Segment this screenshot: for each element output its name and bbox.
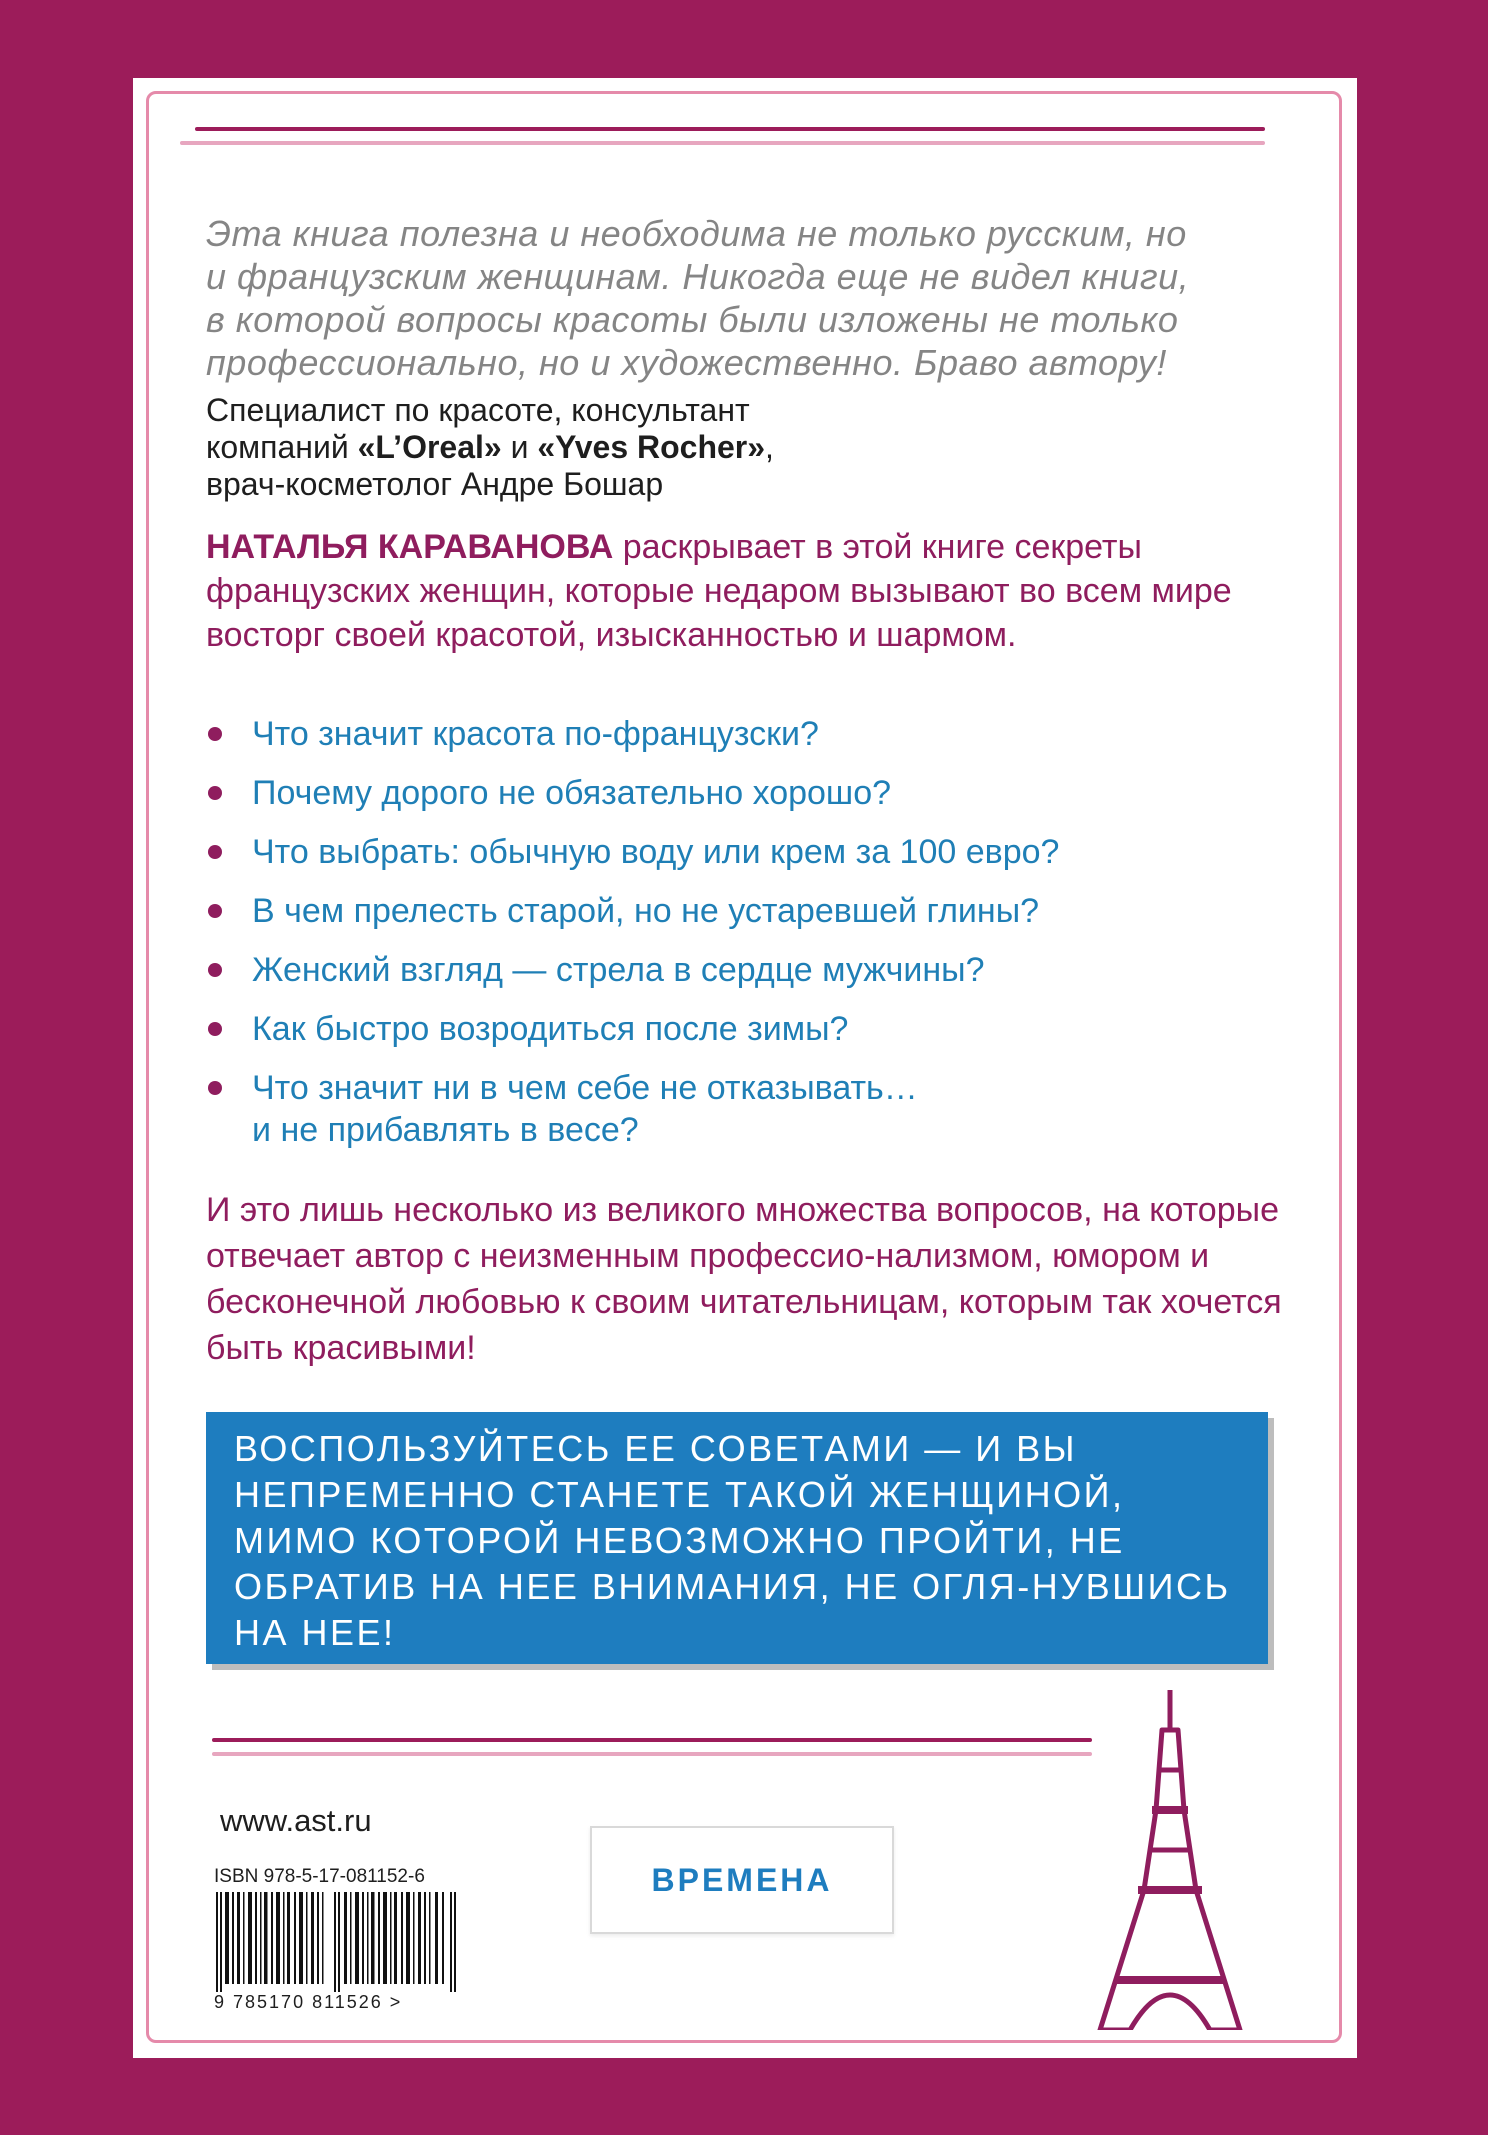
- attribution-text: и: [501, 429, 538, 465]
- bullet-icon: [208, 727, 222, 741]
- bullet-icon: [208, 845, 222, 859]
- bullet-icon: [208, 786, 222, 800]
- website-url: www.ast.ru: [220, 1803, 372, 1838]
- attribution-text: ,: [765, 429, 774, 465]
- isbn-label: ISBN 978-5-17-081152-6: [214, 1866, 425, 1887]
- brand-loreal: «L’Oreal»: [357, 429, 502, 465]
- list-item: [206, 713, 1306, 755]
- quote-line: в которой вопросы красоты были изложены не только: [206, 299, 1179, 340]
- review-quote: [206, 212, 1306, 384]
- callout-box: [206, 1412, 1268, 1664]
- quote-line: Эта книга полезна и необходима не только русским, но: [206, 213, 1187, 254]
- list-item: [206, 890, 1306, 932]
- quote-line: и французским женщинам. Никогда еще не видел книги,: [206, 256, 1190, 297]
- question-list: [206, 713, 1306, 1168]
- bullet-icon: [208, 904, 222, 918]
- top-rule-2: [180, 141, 1265, 145]
- quote-line: профессионально, но и художественно. Браво автору!: [206, 342, 1167, 383]
- list-item: [206, 831, 1306, 873]
- callout-text: ВОСПОЛЬЗУЙТЕСЬ ЕЕ СОВЕТАМИ — И ВЫ НЕПРЕМЕННО СТАНЕТЕ ТАКОЙ ЖЕНЩИНОЙ, МИМО КОТОРОЙ НЕВОЗМОЖНО ПРОЙТИ, НЕ ОБРАТИВ НА НЕЕ ВНИМАНИЯ, НЕ ОГЛЯ-НУВШИСЬ НА НЕЕ!: [234, 1428, 1231, 1653]
- attribution-text: компаний: [206, 429, 358, 465]
- question-text: Женский взгляд — стрела в сердце мужчины?: [252, 951, 985, 989]
- bullet-icon: [208, 1081, 222, 1095]
- eiffel-tower-icon: [1080, 1690, 1260, 2030]
- attribution-line: врач-косметолог Андре Бошар: [206, 466, 664, 502]
- top-rule-1: [195, 127, 1265, 131]
- question-text: Что значит ни в чем себе не отказывать…: [252, 1069, 918, 1107]
- quote-attribution: [206, 392, 1106, 503]
- attribution-line: Специалист по красоте, консультант: [206, 392, 750, 428]
- question-text: В чем прелесть старой, но не устаревшей глины?: [252, 892, 1040, 930]
- intro-paragraph: [206, 525, 1306, 657]
- question-text: Что выбрать: обычную воду или крем за 100 евро?: [252, 833, 1060, 871]
- intro-text: раскрывает в этой книге секреты французских женщин, которые недаром вызывают во всем мире восторг своей красотой, изысканностью и шармом.: [206, 528, 1232, 654]
- barcode-digits: 9 785170 811526 >: [214, 1992, 403, 2012]
- bullet-icon: [208, 963, 222, 977]
- question-text: Что значит красота по-французски?: [252, 715, 819, 753]
- outro-paragraph: И это лишь несколько из великого множества вопросов, на которые отвечает автор с неизменным профессио-нализмом, юмором и бесконечной любовью к своим читательницам, которым так хочется быть красивыми!: [206, 1191, 1282, 1367]
- list-item: [206, 949, 1306, 991]
- barcode: [214, 1892, 464, 1992]
- question-continuation: и не прибавлять в весе?: [252, 1111, 639, 1149]
- publisher-name: ВРЕМЕНА: [651, 1861, 833, 1898]
- bottom-rule-2: [212, 1752, 1092, 1756]
- author-name: НАТАЛЬЯ КАРАВАНОВА: [206, 528, 614, 566]
- bullet-icon: [208, 1022, 222, 1036]
- list-item: [206, 1008, 1306, 1050]
- brand-yves-rocher: «Yves Rocher»: [537, 429, 766, 465]
- question-text: Почему дорого не обязательно хорошо?: [252, 774, 892, 812]
- bottom-rule-1: [212, 1738, 1092, 1742]
- list-item: [206, 772, 1306, 814]
- publisher-logo: [590, 1826, 894, 1934]
- question-text: Как быстро возродиться после зимы?: [252, 1010, 849, 1048]
- list-item: [206, 1067, 1306, 1151]
